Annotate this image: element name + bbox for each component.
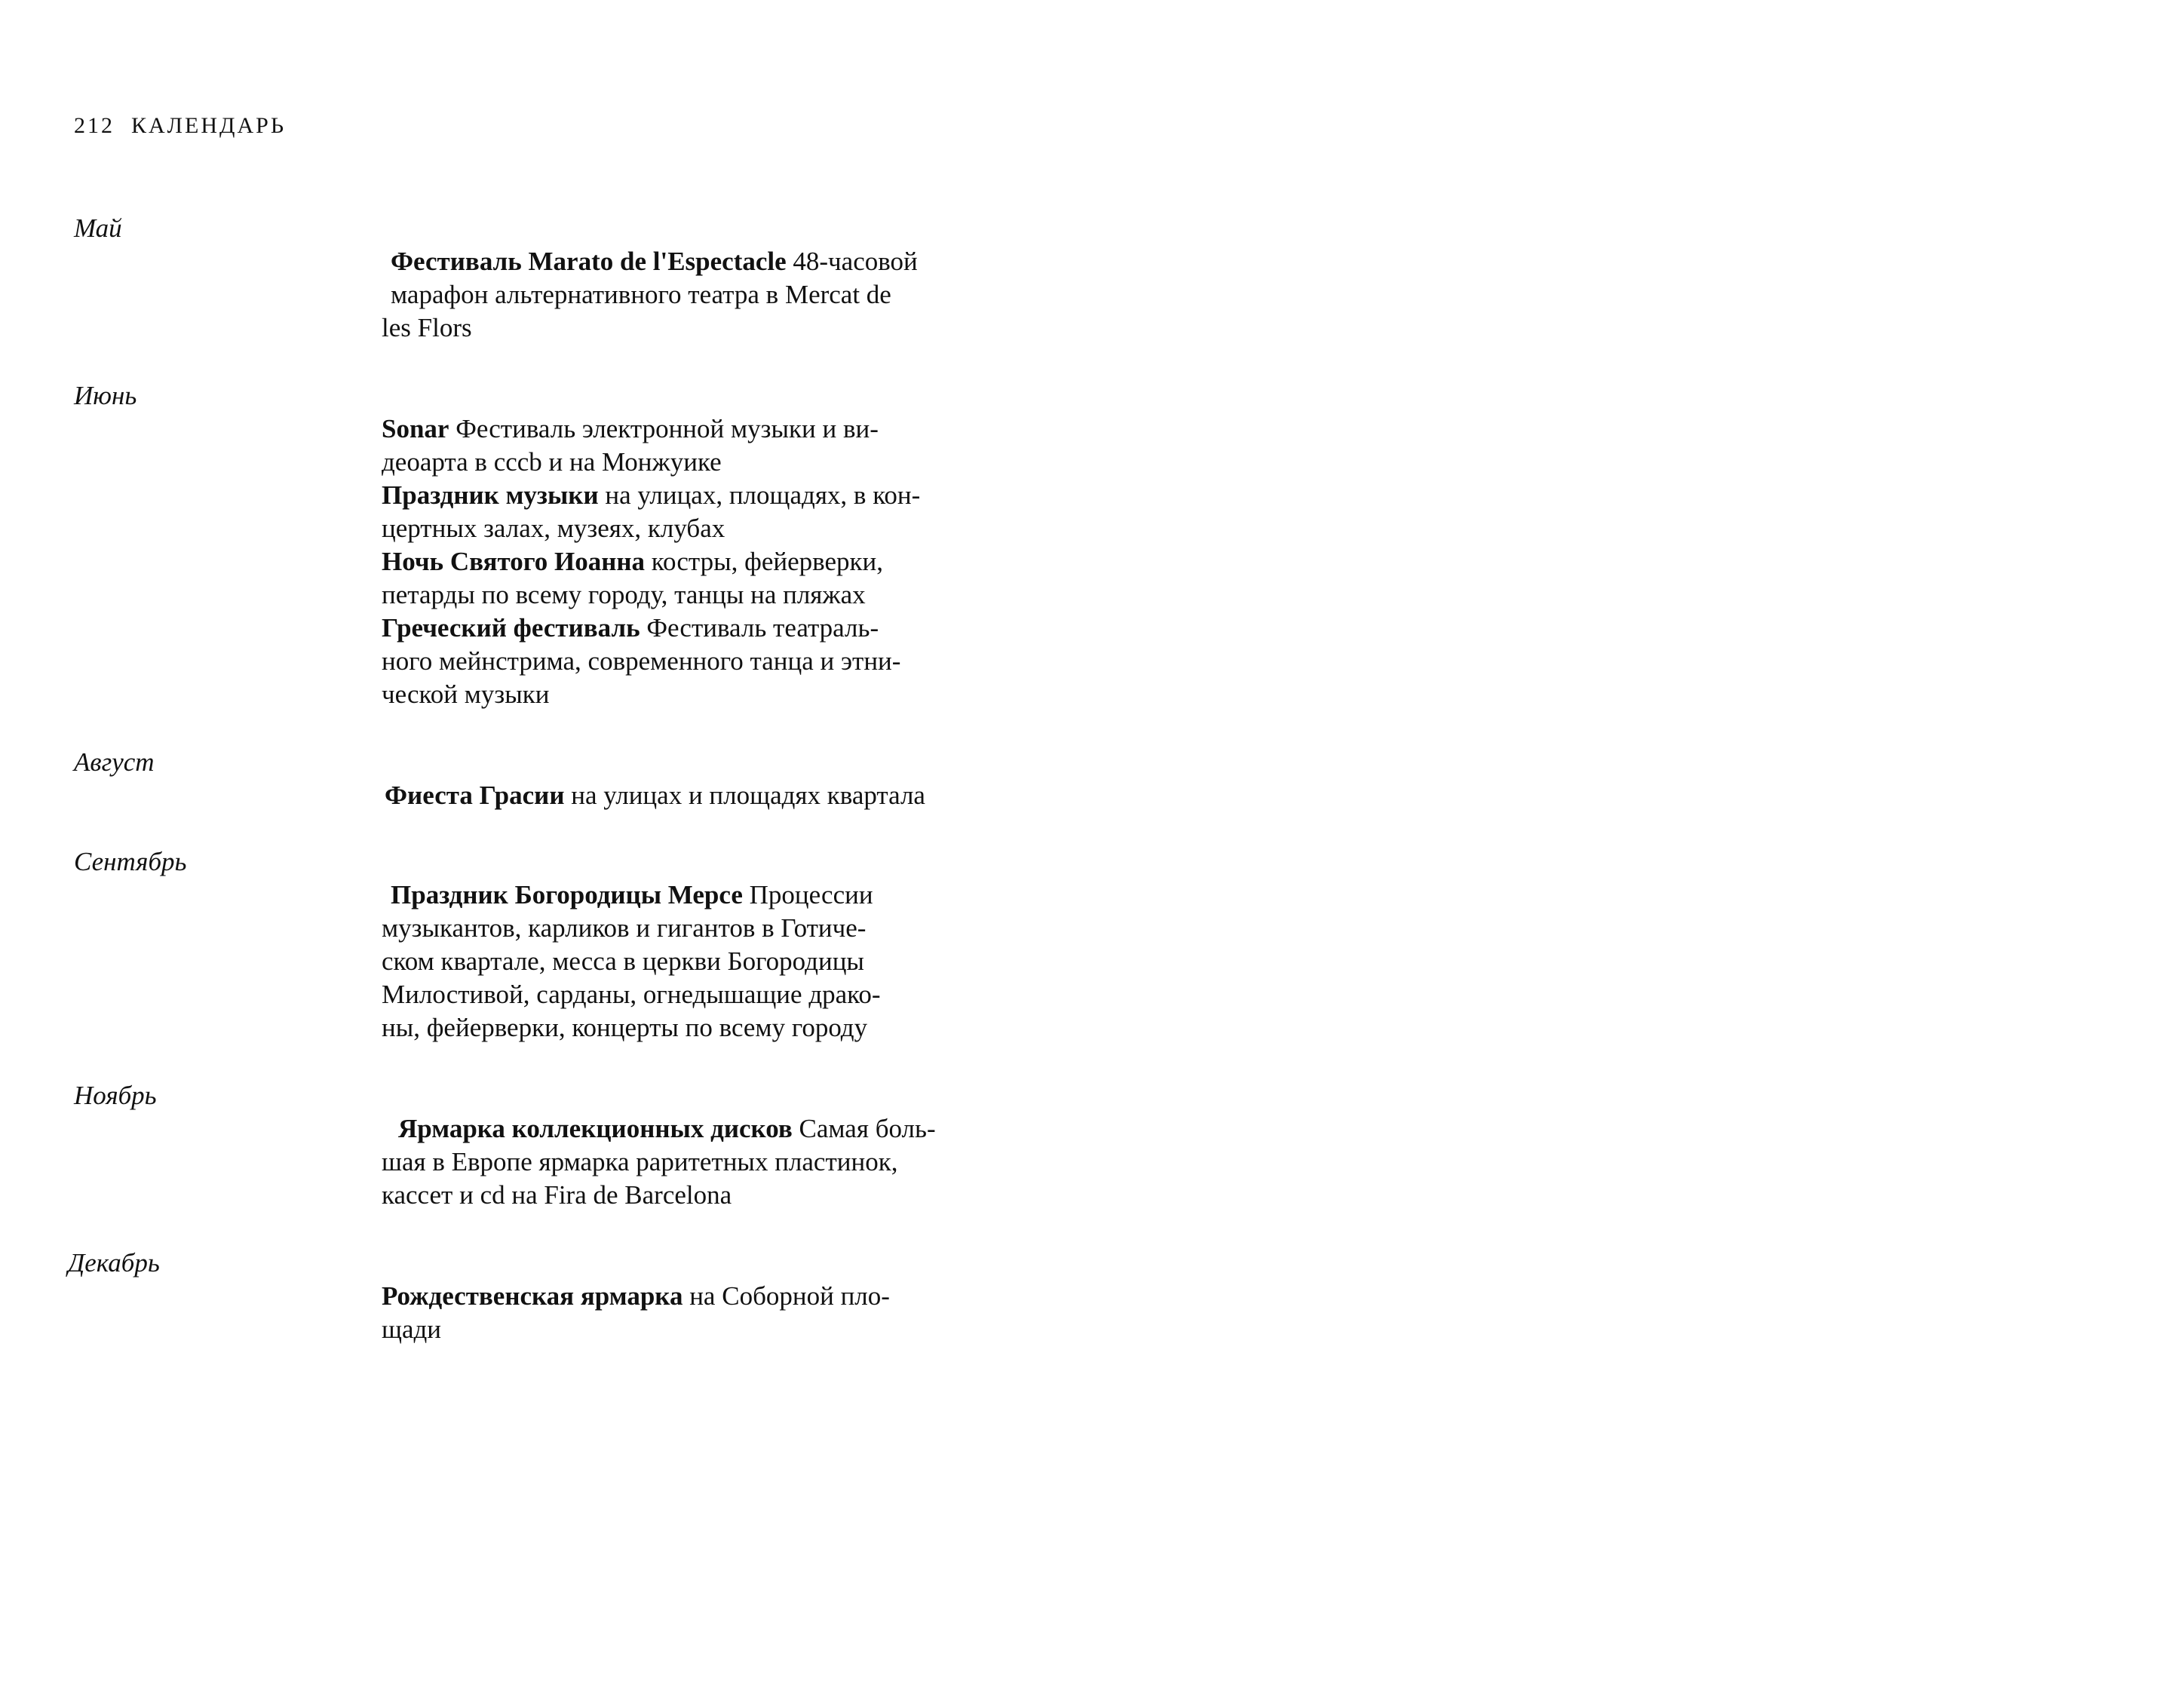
month-heading-november: Ноябрь: [74, 1081, 157, 1110]
entry-description: Праздник музыки на улицах, площадях, в кон- цертных залах, музеях, клубах: [382, 480, 921, 543]
entry-description: Ночь Святого Иоанна костры, фейерверки, петарды по всему городу, танцы на пляжах: [382, 547, 883, 609]
section-title: КАЛЕНДАРЬ: [131, 113, 287, 138]
month-heading-june: Июнь: [74, 381, 137, 410]
entry-title: Праздник Богородицы Мерсе: [391, 880, 743, 909]
entry-description: Фиеста Грасии на улицах и площадях квартала: [385, 781, 925, 810]
entry-title: Рождественская ярмарка: [382, 1281, 683, 1311]
entry-description: Праздник Богородицы Мерсе Процессии музыкантов, карликов и гигантов в Готиче- ском квартале, месса в церкви Богородицы Милостивой, сарданы, огнедышащие драко- ны, фейерверки, концерты по всему городу: [382, 880, 881, 1042]
month-heading-september: Сентябрь: [74, 847, 187, 876]
page-number: 212: [74, 113, 115, 138]
entry-description: Греческий фестиваль Фестиваль театраль- ного мейнстрима, современного танца и этни- ческой музыки: [382, 613, 901, 709]
entry-description: Ярмарка коллекционных дисков Самая боль- шая в Европе ярмарка раритетных пластинок, кассет и cd на Fira de Barcelona: [382, 1114, 936, 1210]
entry-title: Праздник музыки: [382, 480, 599, 510]
entry-title: Sonar: [382, 414, 449, 443]
entry-title: Ярмарка коллекционных дисков: [398, 1114, 793, 1143]
entry-title: Фестиваль Marato de l'Espectacle: [391, 247, 787, 276]
entry-title: Ночь Святого Иоанна: [382, 547, 646, 576]
month-heading-august: Август: [74, 747, 155, 777]
entry-description: Sonar Фестиваль электронной музыки и ви- деоарта в cccb и на Монжуике: [382, 414, 879, 477]
running-head: [74, 113, 286, 139]
entry-title: Греческий фестиваль: [382, 613, 640, 643]
entry-description: Фестиваль Marato de l'Espectacle 48-часовой марафон альтернативного театра в Mercat de les Flors: [382, 247, 918, 342]
entry-description: Рождественская ярмарка на Соборной пло- щади: [382, 1281, 890, 1344]
month-heading-may: Май: [74, 213, 122, 243]
entry-title: Фиеста Грасии: [385, 781, 565, 810]
month-heading-december: Декабрь: [68, 1248, 160, 1278]
